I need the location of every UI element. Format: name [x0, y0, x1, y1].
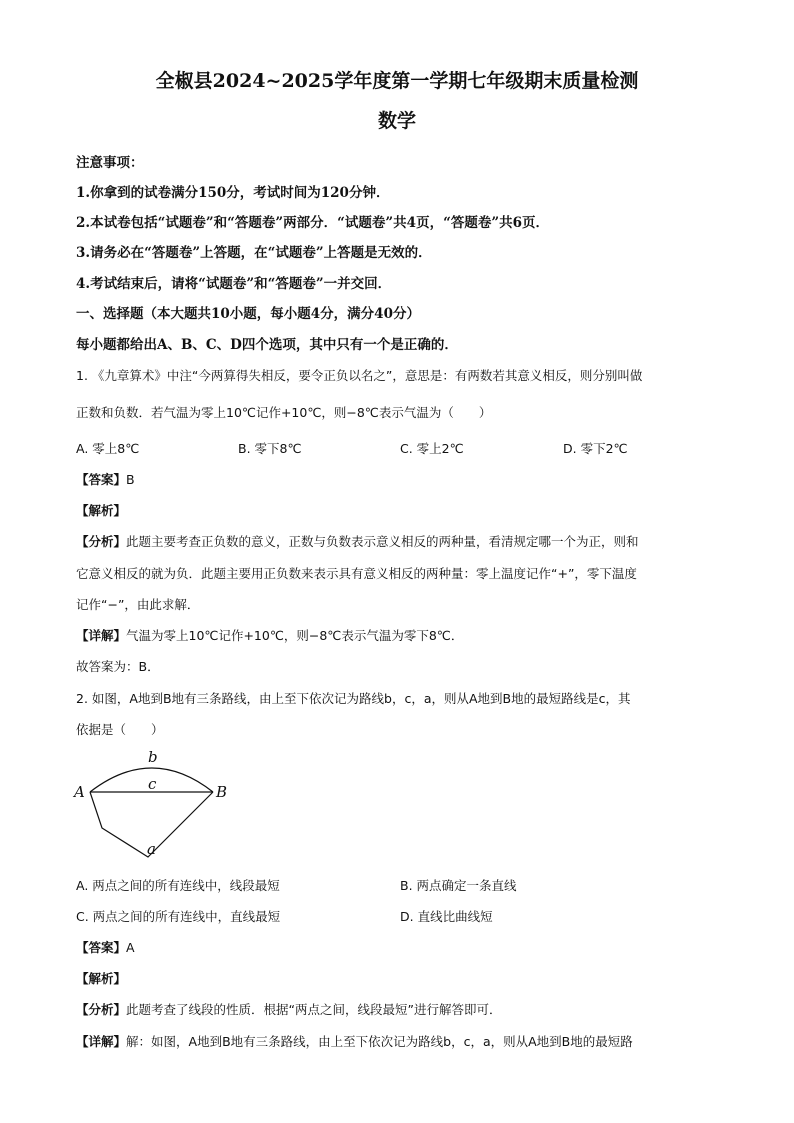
section-heading: 一、选择题（本大题共10小题，每小题4分，满分40分） — [76, 306, 420, 322]
q2-option-b: B. 两点确定一条直线 — [400, 878, 517, 893]
analysis-tag: 【解析】 — [76, 971, 127, 986]
fenxi-tag: 【分析】 — [76, 534, 127, 549]
q1-detail — [76, 626, 463, 644]
route-b-arc — [90, 768, 213, 792]
route-label-a: a — [147, 840, 156, 858]
q2-stem-line1: 2. 如图，A地到B地有三条路线，由上至下依次记为路线b，c，a，则从A地到B地的最短路线是c，其 — [76, 691, 631, 706]
q1-fenxi-text1: 此题主要考查正负数的意义，正数与负数表示意义相反的两种量，看清规定哪一个为正，则和 — [126, 534, 639, 549]
q2-fenxi-text: 此题考查了线段的性质．根据“两点之间，线段最短”进行解答即可． — [126, 1002, 502, 1017]
q1-fenxi-line1 — [76, 532, 639, 550]
q1-option-d: D. 零下2℃ — [563, 441, 628, 456]
note-item: 1.你拿到的试卷满分150分，考试时间为120分钟． — [76, 185, 390, 201]
point-label-a: A — [74, 783, 85, 801]
q1-analysis-tag — [76, 501, 126, 519]
q2-option-a: A. 两点之间的所有连线中，线段最短 — [76, 878, 280, 893]
q1-fenxi-line2: 它意义相反的就为负．此题主要用正负数来表示具有意义相反的两种量：零上温度记作“+”，零下温度 — [76, 566, 637, 581]
detail-tag: 【详解】 — [76, 628, 127, 643]
q1-detail-text: 气温为零上10℃记作+10℃，则−8℃表示气温为零下8℃． — [126, 628, 464, 643]
exam-title: 全椒县2024~2025学年度第一学期七年级期末质量检测 — [155, 70, 639, 92]
detail-tag: 【详解】 — [76, 1034, 127, 1049]
q2-detail-text: 解：如图，A地到B地有三条路线，由上至下依次记为路线b，c，a，则从A地到B地的最短路 — [126, 1034, 633, 1049]
q2-stem-line2: 依据是（ ） — [76, 722, 164, 737]
q1-answer — [76, 470, 135, 488]
q1-stem-line2: 正数和负数．若气温为零上10℃记作+10℃，则−8℃表示气温为（ ） — [76, 405, 492, 420]
q2-analysis-tag — [76, 969, 126, 987]
route-label-b: b — [148, 748, 158, 766]
q2-option-c: C. 两点之间的所有连线中，直线最短 — [76, 909, 281, 924]
note-item: 4.考试结束后，请将“试题卷”和“答题卷”一并交回． — [76, 276, 392, 292]
q2-option-d: D. 直线比曲线短 — [400, 909, 493, 924]
q2-answer — [76, 938, 135, 956]
section-instruction: 每小题都给出A、B、C、D四个选项，其中只有一个是正确的． — [76, 337, 458, 353]
answer-tag: 【答案】 — [76, 472, 127, 487]
q1-option-b: B. 零下8℃ — [238, 441, 302, 456]
answer-tag: 【答案】 — [76, 940, 127, 955]
fenxi-tag: 【分析】 — [76, 1002, 127, 1017]
subject-title: 数学 — [377, 110, 416, 132]
q1-answer-value: B — [126, 472, 135, 487]
q1-fenxi-line3: 记作“−”，由此求解． — [76, 597, 200, 612]
analysis-tag: 【解析】 — [76, 503, 127, 518]
q1-conclusion: 故答案为：B． — [76, 659, 160, 674]
route-label-c: c — [148, 775, 157, 793]
note-item: 2.本试卷包括“试题卷”和“答题卷”两部分．“试题卷”共4页，“答题卷”共6页． — [76, 215, 550, 231]
q1-stem-line1: 1. 《九章算术》中注“今两算得失相反，要令正负以名之”，意思是：有两数若其意义相反，则分别叫做 — [76, 368, 643, 383]
q2-fenxi — [76, 1000, 501, 1018]
q1-option-c: C. 零上2℃ — [400, 441, 464, 456]
q2-answer-value: A — [126, 940, 135, 955]
note-item: 3.请务必在“答题卷”上答题，在“试题卷”上答题是无效的． — [76, 245, 432, 261]
q1-option-a: A. 零上8℃ — [76, 441, 140, 456]
point-label-b: B — [216, 783, 228, 801]
route-a-polyline — [90, 792, 213, 857]
notes-heading: 注意事项： — [76, 155, 144, 171]
q2-detail — [76, 1032, 633, 1050]
